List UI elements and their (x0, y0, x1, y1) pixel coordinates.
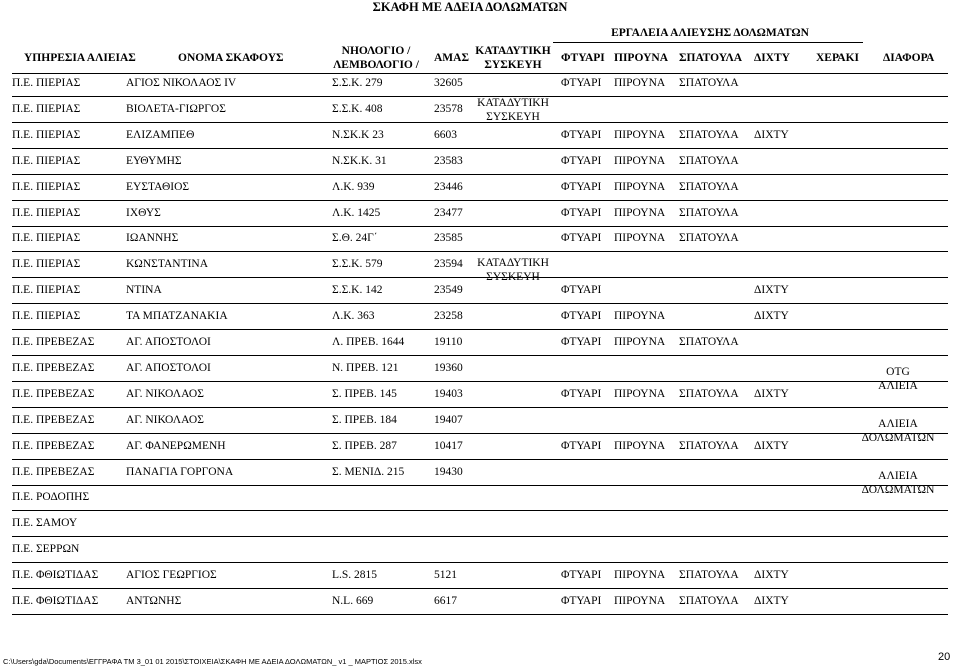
header-underline (12, 73, 948, 74)
cell-service: Π.Ε. ΣΕΡΡΩΝ (12, 543, 80, 556)
cell-service: Π.Ε. ΠΡΕΒΕΖΑΣ (12, 439, 95, 452)
row-divider (12, 407, 948, 408)
cell-vessel: ΒΙΟΛΕΤΑ-ΓΙΩΡΓΟΣ (126, 102, 226, 115)
cell-amas: 10417 (434, 439, 463, 452)
cell-spatoula: ΣΠΑΤΟΥΛΑ (679, 336, 739, 348)
cell-vessel: ΕΛΙΖΑΜΠΕΘ (126, 128, 195, 141)
cell-service: Π.Ε. ΣΑΜΟΥ (12, 517, 78, 530)
row-divider (12, 510, 948, 511)
cell-service: Π.Ε. ΠΙΕΡΙΑΣ (12, 180, 81, 193)
cell-service: Π.Ε. ΦΘΙΩΤΙΔΑΣ (12, 569, 99, 582)
cell-registry: Σ.Σ.Κ. 408 (332, 102, 383, 115)
cell-pirouna: ΠΙΡΟΥΝΑ (614, 336, 666, 348)
row-divider (12, 459, 948, 460)
cell-registry: Σ. ΠΡΕΒ. 145 (332, 387, 397, 400)
cell-service: Π.Ε. ΡΟΔΟΠΗΣ (12, 491, 90, 504)
cell-service: Π.Ε. ΠΙΕΡΙΑΣ (12, 232, 81, 245)
row-divider (12, 251, 948, 252)
cell-service: Π.Ε. ΠΙΕΡΙΑΣ (12, 128, 81, 141)
cell-service: Π.Ε. ΠΙΕΡΙΑΣ (12, 154, 81, 167)
cell-vessel: ΑΓ. ΑΠΟΣΤΟΛΟΙ (126, 336, 211, 348)
catch-device-note: ΚΑΤΑΔΥΤΙΚΗ (477, 257, 549, 269)
header-service: ΥΠΗΡΕΣΙΑ ΑΛΙΕΙΑΣ (24, 52, 136, 64)
cell-registry: N.L. 669 (332, 595, 374, 607)
cell-dixty: ΔΙΧΤΥ (754, 128, 789, 141)
cell-pirouna: ΠΙΡΟΥΝΑ (614, 232, 666, 245)
cell-ftyari: ΦΤΥΑΡΙ (561, 310, 602, 323)
cell-pirouna: ΠΙΡΟΥΝΑ (614, 439, 666, 452)
cell-pirouna: ΠΙΡΟΥΝΑ (614, 310, 666, 323)
row-divider (12, 200, 948, 201)
cell-dixty: ΔΙΧΤΥ (754, 569, 789, 582)
cell-registry: Σ. ΜΕΝΙΔ. 215 (332, 465, 405, 478)
cell-vessel: ΕΥΘΥΜΗΣ (126, 154, 182, 167)
cell-spatoula: ΣΠΑΤΟΥΛΑ (679, 128, 739, 141)
header-catch-line2: ΣΥΣΚΕΥΗ (484, 59, 542, 71)
cell-pirouna: ΠΙΡΟΥΝΑ (614, 595, 666, 607)
header-amas: ΑΜΑΣ (434, 52, 469, 64)
cell-dixty: ΔΙΧΤΥ (754, 595, 789, 607)
other-note: ΔΟΛΩΜΑΤΩΝ (861, 432, 935, 444)
header-keraki: ΧΕΡΑΚΙ (816, 52, 860, 64)
cell-registry: Σ.Σ.Κ. 142 (332, 284, 383, 297)
row-divider (12, 614, 948, 615)
cell-spatoula: ΣΠΑΤΟΥΛΑ (679, 439, 739, 452)
cell-pirouna: ΠΙΡΟΥΝΑ (614, 77, 666, 89)
cell-pirouna: ΠΙΡΟΥΝΑ (614, 569, 666, 582)
cell-spatoula: ΣΠΑΤΟΥΛΑ (679, 569, 739, 582)
cell-registry: L.S. 2815 (332, 569, 378, 582)
header-ftyari: ΦΤΥΑΡΙ (561, 52, 605, 64)
header-pirouna: ΠΙΡΟΥΝΑ (614, 52, 669, 64)
row-divider (12, 148, 948, 149)
cell-registry: Σ.Σ.Κ. 279 (332, 77, 383, 89)
other-note: ΑΛΙΕΙΑ (878, 470, 918, 482)
cell-service: Π.Ε. ΦΘΙΩΤΙΔΑΣ (12, 595, 99, 607)
page-number: 20 (938, 651, 951, 663)
cell-ftyari: ΦΤΥΑΡΙ (561, 284, 602, 297)
cell-service: Π.Ε. ΠΙΕΡΙΑΣ (12, 310, 81, 323)
cell-pirouna: ΠΙΡΟΥΝΑ (614, 154, 666, 167)
cell-spatoula: ΣΠΑΤΟΥΛΑ (679, 77, 739, 89)
cell-vessel: ΑΓ. ΦΑΝΕΡΩΜΕΝΗ (126, 439, 226, 452)
cell-vessel: ΑΝΤΩΝΗΣ (126, 595, 182, 607)
row-divider (12, 588, 948, 589)
cell-vessel: ΑΓ. ΑΠΟΣΤΟΛΟΙ (126, 361, 211, 374)
row-divider (12, 303, 948, 304)
cell-vessel: ΝΤΙΝΑ (126, 284, 162, 297)
cell-service: Π.Ε. ΠΡΕΒΕΖΑΣ (12, 387, 95, 400)
cell-pirouna: ΠΙΡΟΥΝΑ (614, 387, 666, 400)
cell-spatoula: ΣΠΑΤΟΥΛΑ (679, 232, 739, 245)
cell-ftyari: ΦΤΥΑΡΙ (561, 569, 602, 582)
header-diafora: ΔΙΑΦΟΡΑ (883, 52, 935, 64)
cell-registry: Σ.Θ. 24Γ΄ (332, 232, 378, 245)
other-note: ΑΛΙΕΙΑ (878, 380, 918, 392)
row-divider (12, 329, 948, 330)
cell-registry: Λ.Κ. 363 (332, 310, 375, 323)
cell-dixty: ΔΙΧΤΥ (754, 439, 789, 452)
cell-dixty: ΔΙΧΤΥ (754, 387, 789, 400)
cell-spatoula: ΣΠΑΤΟΥΛΑ (679, 154, 739, 167)
catch-device-note: ΚΑΤΑΔΥΤΙΚΗ (477, 97, 549, 109)
cell-ftyari: ΦΤΥΑΡΙ (561, 77, 602, 89)
cell-spatoula: ΣΠΑΤΟΥΛΑ (679, 206, 739, 219)
cell-pirouna: ΠΙΡΟΥΝΑ (614, 206, 666, 219)
footer-file-path: C:\Users\gda\Documents\ΕΓΓΡΑΦΑ ΤΜ 3_01 01 2015\ΣΤΟΙΧΕΙΑ\ΣΚΑΦΗ ΜΕ ΑΔΕΙΑ ΔΟΛΩΜΑΤΩΝ_ v1 _ ΜΑΡΤΙΟΣ 2015.xlsx (3, 657, 422, 666)
cell-pirouna: ΠΙΡΟΥΝΑ (614, 180, 666, 193)
cell-registry: Σ. ΠΡΕΒ. 184 (332, 413, 397, 426)
cell-vessel: ΤΑ ΜΠΑΤΖΑΝΑΚΙΑ (126, 310, 228, 323)
cell-vessel: ΑΓΙΟΣ ΝΙΚΟΛΑΟΣ IV (126, 77, 237, 89)
cell-amas: 23549 (434, 284, 463, 297)
cell-amas: 19403 (434, 387, 463, 400)
cell-registry: Ν. ΠΡΕΒ. 121 (332, 361, 399, 374)
cell-registry: Ν.ΣΚ.Κ 23 (332, 128, 384, 141)
tools-group-header: ΕΡΓΑΛΕΙΑ ΑΛΙΕΥΣΗΣ ΔΟΛΩΜΑΤΩΝ (611, 27, 809, 39)
other-note: OTG (886, 366, 910, 378)
cell-amas: 5121 (434, 569, 457, 582)
catch-device-note: ΣΥΣΚΕΥΗ (486, 111, 540, 123)
header-registry-line1: ΝΗΟΛΟΓΙΟ / (341, 45, 411, 57)
cell-vessel: ΑΓ. ΝΙΚΟΛΑΟΣ (126, 387, 204, 400)
catch-device-note: ΣΥΣΚΕΥΗ (486, 271, 540, 283)
cell-service: Π.Ε. ΠΡΕΒΕΖΑΣ (12, 361, 95, 374)
cell-amas: 6603 (434, 128, 457, 141)
cell-service: Π.Ε. ΠΡΕΒΕΖΑΣ (12, 465, 95, 478)
cell-ftyari: ΦΤΥΑΡΙ (561, 595, 602, 607)
cell-amas: 23583 (434, 154, 463, 167)
tools-group-underline (553, 42, 863, 43)
cell-ftyari: ΦΤΥΑΡΙ (561, 387, 602, 400)
cell-ftyari: ΦΤΥΑΡΙ (561, 128, 602, 141)
cell-amas: 19110 (434, 336, 463, 348)
other-note: ΑΛΙΕΙΑ (878, 418, 918, 430)
cell-amas: 32605 (434, 77, 463, 89)
cell-spatoula: ΣΠΑΤΟΥΛΑ (679, 180, 739, 193)
row-divider (12, 536, 948, 537)
cell-vessel: ΙΩΑΝΝΗΣ (126, 232, 179, 245)
cell-spatoula: ΣΠΑΤΟΥΛΑ (679, 595, 739, 607)
cell-amas: 23578 (434, 102, 463, 115)
cell-vessel: ΚΩΝΣΤΑΝΤΙΝΑ (126, 258, 209, 271)
cell-ftyari: ΦΤΥΑΡΙ (561, 336, 602, 348)
row-divider (12, 485, 948, 486)
cell-amas: 23594 (434, 258, 463, 271)
page-title: ΣΚΑΦΗ ΜΕ ΑΔΕΙΑ ΔΟΛΩΜΑΤΩΝ (372, 0, 568, 14)
cell-service: Π.Ε. ΠΙΕΡΙΑΣ (12, 77, 81, 89)
cell-service: Π.Ε. ΠΙΕΡΙΑΣ (12, 206, 81, 219)
cell-ftyari: ΦΤΥΑΡΙ (561, 206, 602, 219)
row-divider (12, 174, 948, 175)
cell-registry: Λ. ΠΡΕΒ. 1644 (332, 336, 405, 348)
cell-vessel: ΠΑΝΑΓΙΑ ΓΟΡΓΟΝΑ (126, 465, 234, 478)
cell-registry: Σ.Σ.Κ. 579 (332, 258, 383, 271)
header-dixty: ΔΙΧΤΥ (754, 52, 790, 64)
cell-registry: Σ. ΠΡΕΒ. 287 (332, 439, 397, 452)
cell-ftyari: ΦΤΥΑΡΙ (561, 232, 602, 245)
cell-vessel: ΙΧΘΥΣ (126, 206, 161, 219)
cell-service: Π.Ε. ΠΙΕΡΙΑΣ (12, 102, 81, 115)
cell-registry: Λ.Κ. 939 (332, 180, 375, 193)
cell-dixty: ΔΙΧΤΥ (754, 284, 789, 297)
cell-ftyari: ΦΤΥΑΡΙ (561, 154, 602, 167)
cell-amas: 19407 (434, 413, 463, 426)
header-spatoula: ΣΠΑΤΟΥΛΑ (679, 52, 743, 64)
cell-registry: Λ.Κ. 1425 (332, 206, 381, 219)
cell-amas: 6617 (434, 595, 457, 607)
cell-vessel: ΑΓΙΟΣ ΓΕΩΡΓΙΟΣ (126, 569, 217, 582)
cell-ftyari: ΦΤΥΑΡΙ (561, 180, 602, 193)
cell-amas: 19360 (434, 361, 463, 374)
cell-dixty: ΔΙΧΤΥ (754, 310, 789, 323)
cell-vessel: ΕΥΣΤΑΘΙΟΣ (126, 180, 190, 193)
cell-service: Π.Ε. ΠΡΕΒΕΖΑΣ (12, 336, 95, 348)
cell-amas: 23258 (434, 310, 463, 323)
cell-amas: 23585 (434, 232, 463, 245)
header-catch-line1: ΚΑΤΑΔΥΤΙΚΗ (475, 45, 551, 57)
other-note: ΔΟΛΩΜΑΤΩΝ (861, 484, 935, 496)
row-divider (12, 381, 948, 382)
row-divider (12, 355, 948, 356)
cell-ftyari: ΦΤΥΑΡΙ (561, 439, 602, 452)
cell-vessel: ΑΓ. ΝΙΚΟΛΑΟΣ (126, 413, 204, 426)
cell-service: Π.Ε. ΠΙΕΡΙΑΣ (12, 258, 81, 271)
cell-service: Π.Ε. ΠΡΕΒΕΖΑΣ (12, 413, 95, 426)
cell-amas: 23477 (434, 206, 463, 219)
cell-pirouna: ΠΙΡΟΥΝΑ (614, 128, 666, 141)
row-divider (12, 562, 948, 563)
cell-service: Π.Ε. ΠΙΕΡΙΑΣ (12, 284, 81, 297)
header-vessel: ΟΝΟΜΑ ΣΚΑΦΟΥΣ (178, 52, 284, 64)
header-registry-line2: ΛΕΜΒΟΛΟΓΙΟ / (333, 59, 419, 71)
cell-registry: Ν.ΣΚ.Κ. 31 (332, 154, 387, 167)
cell-amas: 23446 (434, 180, 463, 193)
row-divider (12, 433, 948, 434)
cell-amas: 19430 (434, 465, 463, 478)
cell-spatoula: ΣΠΑΤΟΥΛΑ (679, 387, 739, 400)
row-divider (12, 226, 948, 227)
